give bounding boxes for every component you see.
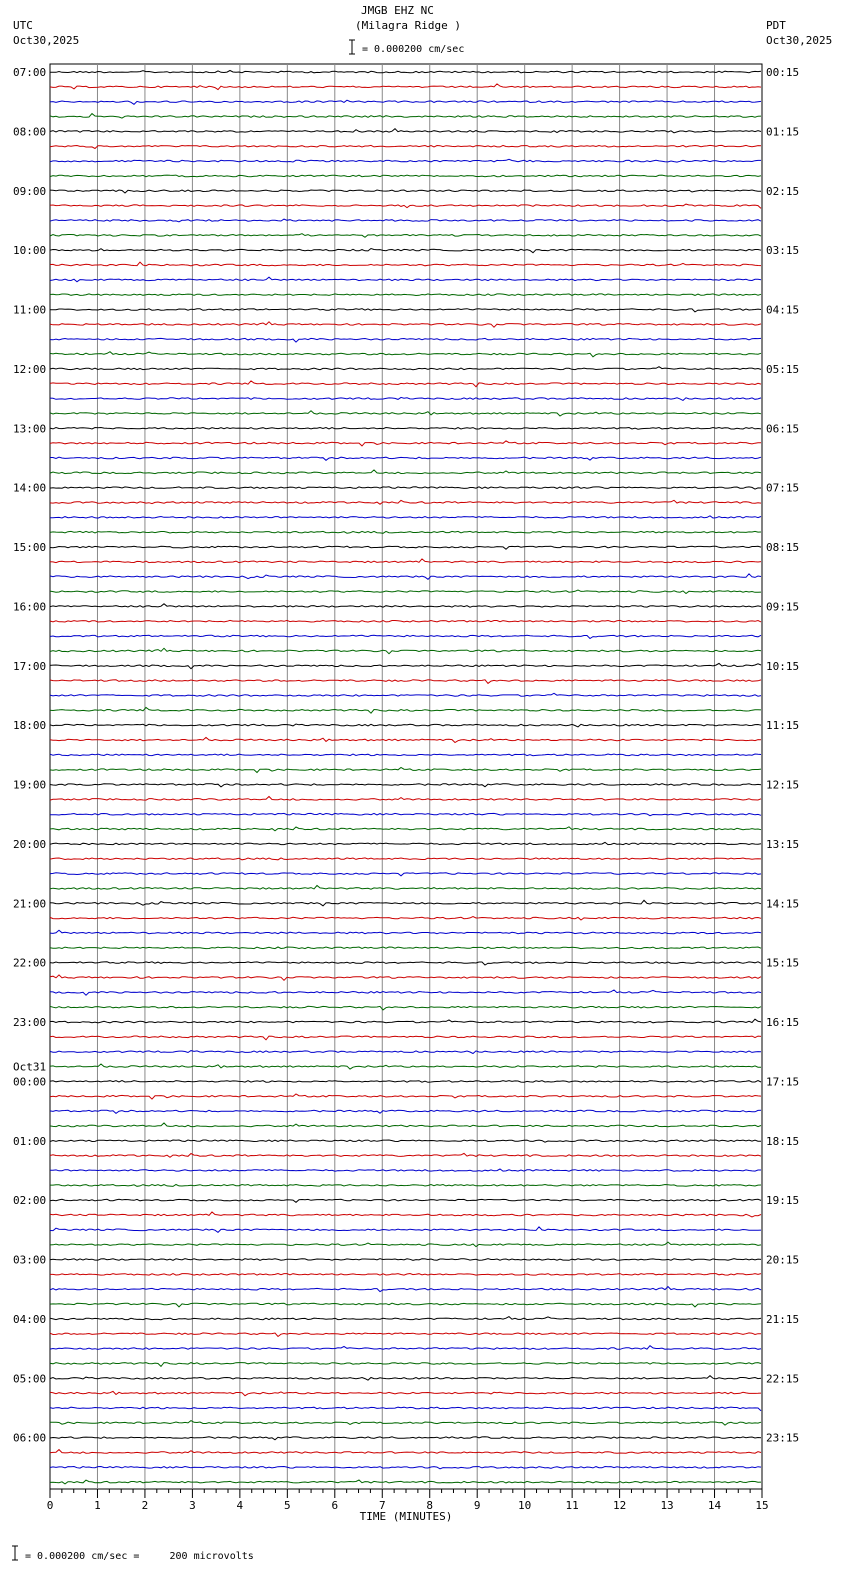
trace-line	[50, 1242, 761, 1247]
trace-line	[50, 1346, 761, 1350]
pdt-hour-label: 14:15	[766, 897, 800, 911]
utc-hour-label: 00:00	[13, 1075, 47, 1089]
trace-line	[50, 1421, 761, 1426]
trace-line	[50, 277, 761, 282]
pdt-hour-label: 13:15	[766, 837, 800, 851]
date-change-label: Oct31	[13, 1060, 47, 1074]
trace-line	[50, 784, 761, 787]
trace-line	[50, 249, 761, 253]
utc-hour-label: 10:00	[13, 244, 47, 258]
trace-line	[50, 1199, 761, 1202]
x-tick-label: 13	[660, 1499, 674, 1512]
utc-hour-label: 18:00	[13, 719, 47, 733]
pdt-hour-label: 17:15	[766, 1075, 800, 1089]
x-tick-label: 12	[612, 1499, 627, 1512]
right-date: Oct30,2025	[766, 34, 833, 47]
pdt-hour-label: 10:15	[766, 659, 800, 673]
trace-line	[50, 204, 761, 208]
trace-line	[50, 234, 761, 238]
utc-hour-label: 05:00	[13, 1372, 47, 1386]
trace-line	[50, 1227, 761, 1233]
trace-line	[50, 1407, 761, 1411]
trace-line	[50, 219, 761, 222]
pdt-hour-label: 01:15	[766, 125, 800, 139]
x-tick-label: 14	[707, 1499, 722, 1512]
trace-line	[50, 500, 761, 504]
trace-line	[50, 574, 761, 580]
utc-hour-label: 06:00	[13, 1431, 47, 1445]
trace-line	[50, 1212, 761, 1217]
pdt-hour-label: 12:15	[766, 778, 800, 792]
trace-line	[50, 487, 761, 489]
trace-line	[50, 428, 761, 430]
trace-line	[50, 737, 761, 742]
pdt-hour-label: 04:15	[766, 303, 800, 317]
trace-line	[50, 457, 761, 460]
x-axis-title: TIME (MINUTES)	[359, 1510, 453, 1523]
trace-line	[50, 1376, 761, 1380]
trace-line	[50, 1480, 761, 1484]
pdt-hour-label: 11:15	[766, 719, 800, 733]
trace-line	[50, 309, 761, 312]
utc-hour-label: 16:00	[13, 600, 47, 614]
trace-line	[50, 397, 761, 400]
pdt-hour-label: 21:15	[766, 1312, 800, 1326]
trace-line	[50, 620, 761, 622]
trace-line	[50, 1287, 761, 1292]
trace-line	[50, 975, 761, 980]
utc-hour-label: 03:00	[13, 1253, 47, 1267]
left-date: Oct30,2025	[13, 34, 80, 47]
trace-line	[50, 900, 761, 906]
trace-line	[50, 114, 761, 119]
utc-hour-label: 07:00	[13, 66, 47, 79]
utc-hour-label: 13:00	[13, 422, 47, 436]
pdt-hour-label: 00:15	[766, 66, 800, 79]
pdt-hour-label: 15:15	[766, 956, 800, 970]
trace-line	[50, 873, 761, 876]
trace-line	[50, 1317, 761, 1320]
x-tick-label: 0	[46, 1499, 54, 1512]
utc-hour-label: 02:00	[13, 1194, 47, 1208]
trace-line	[50, 827, 761, 831]
trace-line	[50, 175, 761, 177]
trace-line	[50, 145, 761, 148]
pdt-hour-label: 07:15	[766, 481, 800, 495]
trace-line	[50, 693, 761, 696]
pdt-hour-label: 22:15	[766, 1372, 800, 1386]
trace-line	[50, 1153, 761, 1157]
pdt-hour-label: 16:15	[766, 1016, 800, 1029]
trace-line	[50, 84, 761, 90]
trace-line	[50, 559, 761, 563]
trace-line	[50, 1094, 761, 1099]
trace-line	[50, 724, 761, 727]
right-timezone: PDT	[766, 19, 786, 32]
trace-line	[50, 1006, 761, 1010]
utc-hour-label: 19:00	[13, 778, 47, 792]
pdt-hour-label: 08:15	[766, 541, 800, 554]
trace-line	[50, 470, 761, 474]
trace-line	[50, 190, 761, 193]
trace-line	[50, 546, 761, 549]
x-tick-label: 4	[236, 1499, 244, 1512]
trace-line	[50, 1391, 761, 1395]
trace-line	[50, 381, 761, 387]
trace-line	[50, 322, 761, 327]
trace-line	[50, 1019, 761, 1023]
utc-hour-label: 11:00	[13, 303, 47, 317]
trace-line	[50, 1303, 761, 1307]
trace-line	[50, 1051, 761, 1054]
trace-line	[50, 1185, 761, 1187]
trace-line	[50, 441, 761, 446]
utc-hour-label: 21:00	[13, 897, 47, 911]
pdt-hour-label: 05:15	[766, 362, 800, 376]
trace-line	[50, 1363, 761, 1367]
trace-line	[50, 1110, 761, 1113]
utc-hour-label: 15:00	[13, 541, 47, 554]
trace-line	[50, 635, 761, 638]
x-tick-label: 2	[141, 1499, 149, 1512]
scale-label: = 0.000200 cm/sec	[362, 44, 465, 55]
trace-line	[50, 71, 761, 73]
trace-line	[50, 797, 761, 801]
x-tick-label: 11	[565, 1499, 579, 1512]
utc-hour-label: 01:00	[13, 1134, 47, 1148]
trace-line	[50, 516, 761, 518]
trace-line	[50, 1064, 761, 1069]
x-tick-label: 5	[284, 1499, 291, 1512]
trace-line	[50, 352, 761, 357]
utc-hour-label: 04:00	[13, 1312, 47, 1326]
trace-line	[50, 648, 761, 653]
pdt-hour-label: 18:15	[766, 1134, 800, 1148]
pdt-hour-label: 09:15	[766, 600, 800, 614]
pdt-hour-label: 03:15	[766, 244, 800, 258]
trace-line	[50, 100, 761, 104]
trace-line	[50, 1036, 761, 1040]
trace-line	[50, 858, 761, 860]
trace-line	[50, 990, 761, 995]
x-tick-label: 1	[94, 1499, 101, 1512]
station-title: JMGB EHZ NC	[361, 4, 434, 17]
trace-line	[50, 842, 761, 844]
x-tick-label: 3	[189, 1499, 196, 1512]
trace-line	[50, 1333, 761, 1337]
trace-line	[50, 159, 761, 162]
utc-hour-label: 20:00	[13, 837, 47, 851]
trace-line	[50, 367, 761, 370]
utc-hour-label: 09:00	[13, 184, 47, 198]
trace-line	[50, 917, 761, 921]
x-tick-label: 8	[426, 1499, 434, 1512]
utc-hour-label: 14:00	[13, 481, 47, 495]
trace-line	[50, 1274, 761, 1276]
trace-line	[50, 411, 761, 416]
footer-scale-note: = 0.000200 cm/sec = 200 microvolts	[25, 1551, 254, 1562]
trace-line	[50, 754, 761, 756]
x-tick-label: 9	[473, 1499, 481, 1512]
trace-line	[50, 768, 761, 773]
site-title: (Milagra Ridge )	[355, 19, 461, 32]
trace-line	[50, 1259, 761, 1261]
utc-hour-label: 08:00	[13, 125, 47, 139]
trace-line	[50, 338, 761, 342]
trace-line	[50, 1081, 761, 1083]
trace-line	[50, 1123, 761, 1127]
pdt-hour-label: 23:15	[766, 1431, 800, 1445]
trace-line	[50, 1467, 761, 1469]
trace-line	[50, 1169, 761, 1171]
trace-line	[50, 531, 761, 533]
trace-line	[50, 262, 761, 266]
pdt-hour-label: 06:15	[766, 422, 800, 436]
x-tick-label: 10	[518, 1499, 532, 1512]
utc-hour-label: 23:00	[13, 1016, 47, 1029]
trace-line	[50, 129, 761, 133]
trace-line	[50, 604, 761, 607]
trace-line	[50, 1450, 761, 1454]
trace-line	[50, 590, 761, 594]
trace-line	[50, 813, 761, 815]
trace-line	[50, 947, 761, 949]
pdt-hour-label: 02:15	[766, 184, 800, 198]
pdt-hour-label: 20:15	[766, 1253, 800, 1267]
utc-hour-label: 22:00	[13, 956, 47, 970]
trace-line	[50, 680, 761, 684]
pdt-hour-label: 19:15	[766, 1194, 800, 1208]
trace-line	[50, 294, 761, 296]
utc-hour-label: 12:00	[13, 362, 47, 376]
trace-line	[50, 1437, 761, 1440]
left-timezone: UTC	[13, 19, 33, 32]
trace-line	[50, 886, 761, 890]
x-tick-label: 15	[755, 1499, 769, 1512]
trace-line	[50, 1140, 761, 1142]
trace-line	[50, 930, 761, 933]
trace-line	[50, 707, 761, 713]
trace-line	[50, 962, 761, 965]
utc-hour-label: 17:00	[13, 659, 47, 673]
x-tick-label: 7	[378, 1499, 386, 1512]
trace-line	[50, 663, 761, 668]
x-tick-label: 6	[331, 1499, 339, 1512]
